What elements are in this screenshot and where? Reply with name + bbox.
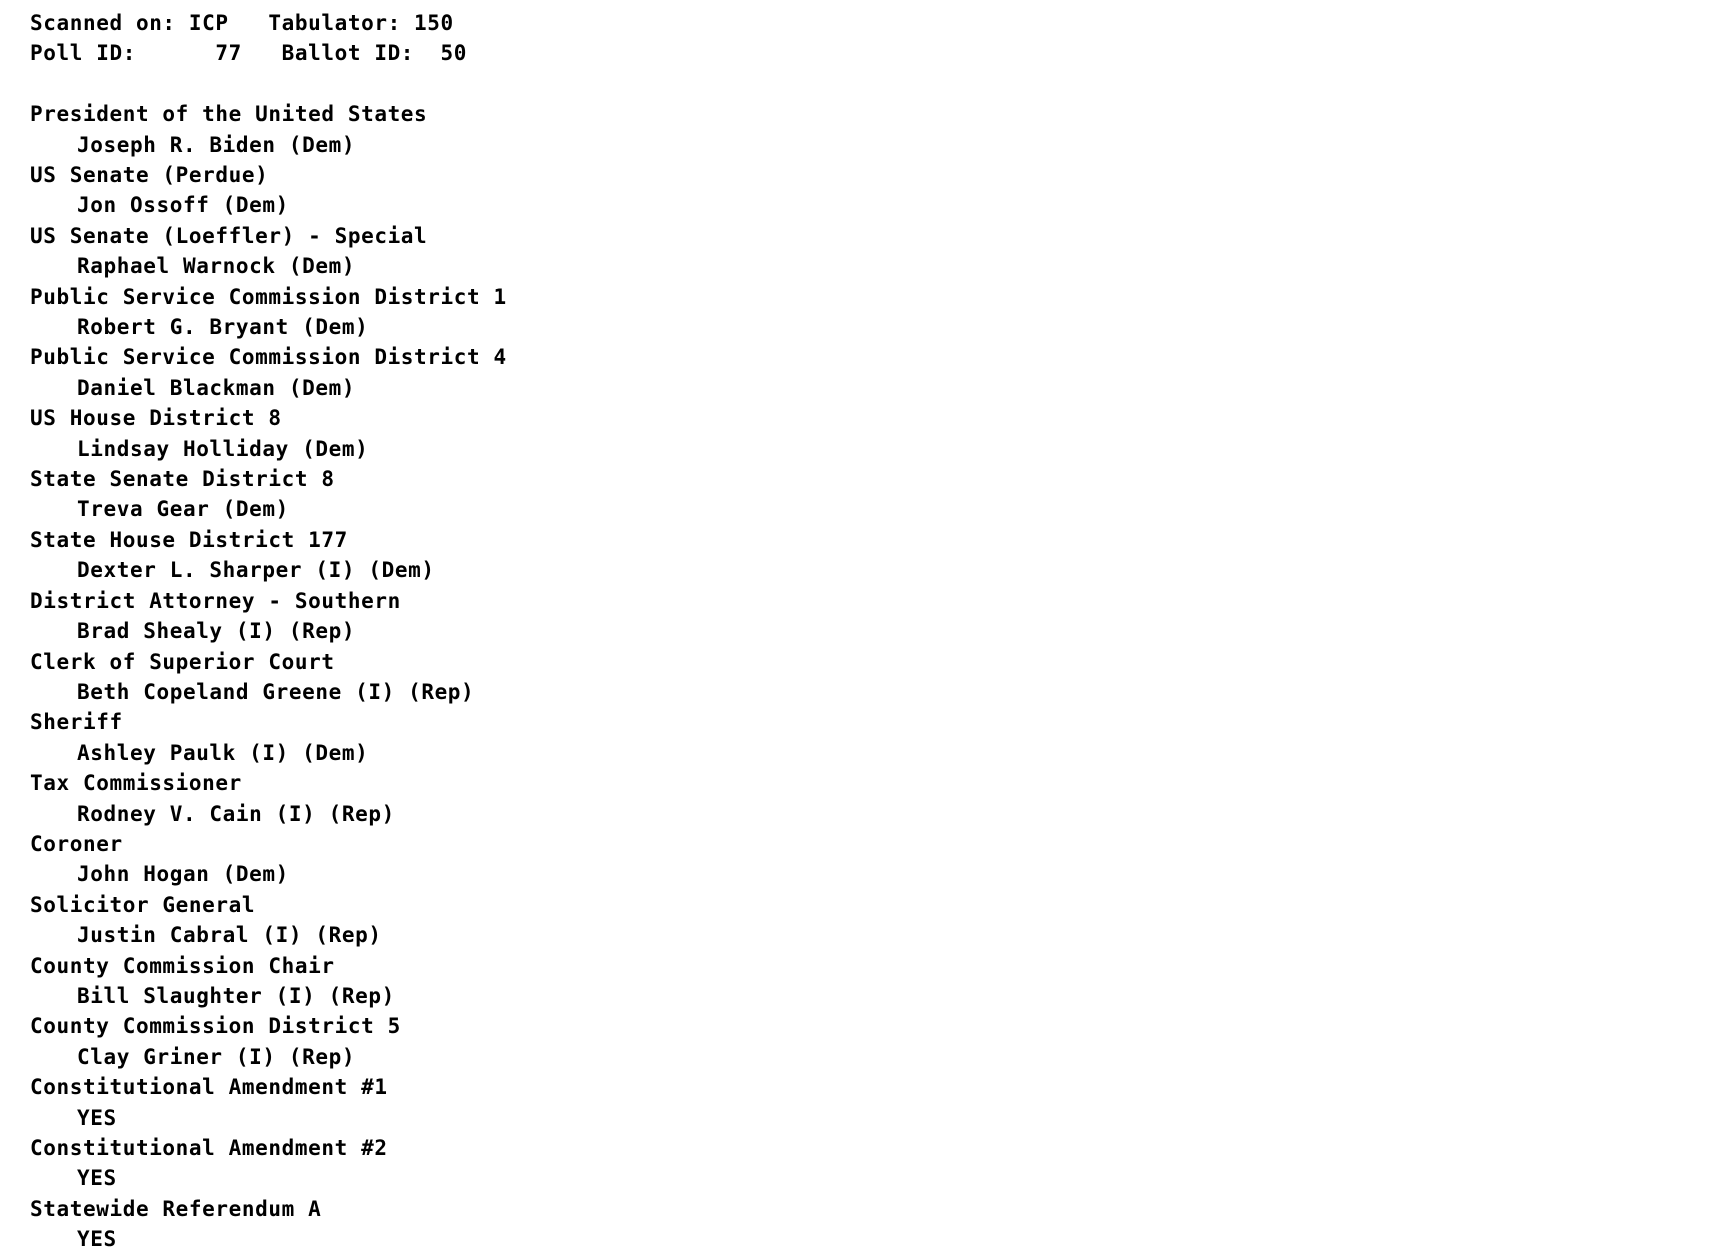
contest-title: State Senate District 8	[30, 467, 335, 492]
contest-choice: YES	[77, 1105, 117, 1130]
contest-choice: YES	[77, 1227, 117, 1252]
contest-choice: Daniel Blackman (Dem)	[77, 375, 356, 400]
contest-choice: Raphael Warnock (Dem)	[77, 254, 356, 279]
contest-title: State House District 177	[30, 527, 348, 552]
contest-title: County Commission Chair	[30, 953, 335, 978]
scan-header-line: Scanned on: ICP Tabulator: 150	[30, 11, 454, 35]
contest-title: US Senate (Loeffler) - Special	[30, 223, 428, 248]
contest-title: Sheriff	[30, 710, 123, 735]
contest-title: Public Service Commission District 4	[30, 345, 507, 370]
contest-choice: Brad Shealy (I) (Rep)	[77, 619, 356, 644]
contest-choice: Ashley Paulk (I) (Dem)	[77, 740, 369, 765]
contest-title: President of the United States	[30, 102, 428, 127]
spacer	[30, 69, 1728, 99]
contest-title: US House District 8	[30, 406, 282, 431]
contest-title: District Attorney - Southern	[30, 588, 401, 613]
contest-choice: Dexter L. Sharper (I) (Dem)	[77, 558, 435, 583]
contest-choice: Bill Slaughter (I) (Rep)	[77, 983, 395, 1008]
contest-title: Coroner	[30, 831, 123, 856]
contest-title: Solicitor General	[30, 892, 256, 917]
contest-choice: Justin Cabral (I) (Rep)	[77, 923, 382, 948]
contest-choice: Jon Ossoff (Dem)	[77, 193, 289, 218]
contest-title: Tax Commissioner	[30, 771, 242, 796]
contest-title: County Commission District 5	[30, 1014, 401, 1039]
contest-choice: Rodney V. Cain (I) (Rep)	[77, 801, 395, 826]
ballot-id-header-line: Poll ID: 77 Ballot ID: 50	[30, 41, 468, 66]
contest-list	[30, 99, 1728, 1254]
contest-title: Public Service Commission District 1	[30, 284, 507, 309]
contest-choice: Lindsay Holliday (Dem)	[77, 436, 369, 461]
contest-choice: Treva Gear (Dem)	[77, 497, 289, 522]
contest-choice: Clay Griner (I) (Rep)	[77, 1044, 356, 1069]
contest-choice: John Hogan (Dem)	[77, 862, 289, 887]
contest-choice: Robert G. Bryant (Dem)	[77, 315, 369, 340]
contest-choice: Joseph R. Biden (Dem)	[77, 132, 356, 157]
contest-title: Statewide Referendum A	[30, 1196, 322, 1221]
contest-choice: Beth Copeland Greene (I) (Rep)	[77, 679, 475, 704]
contest-choice: YES	[77, 1166, 117, 1191]
contest-title: US Senate (Perdue)	[30, 163, 269, 188]
contest-title: Constitutional Amendment #2	[30, 1136, 388, 1161]
contest-title: Clerk of Superior Court	[30, 649, 335, 674]
contest-title: Constitutional Amendment #1	[30, 1075, 388, 1100]
